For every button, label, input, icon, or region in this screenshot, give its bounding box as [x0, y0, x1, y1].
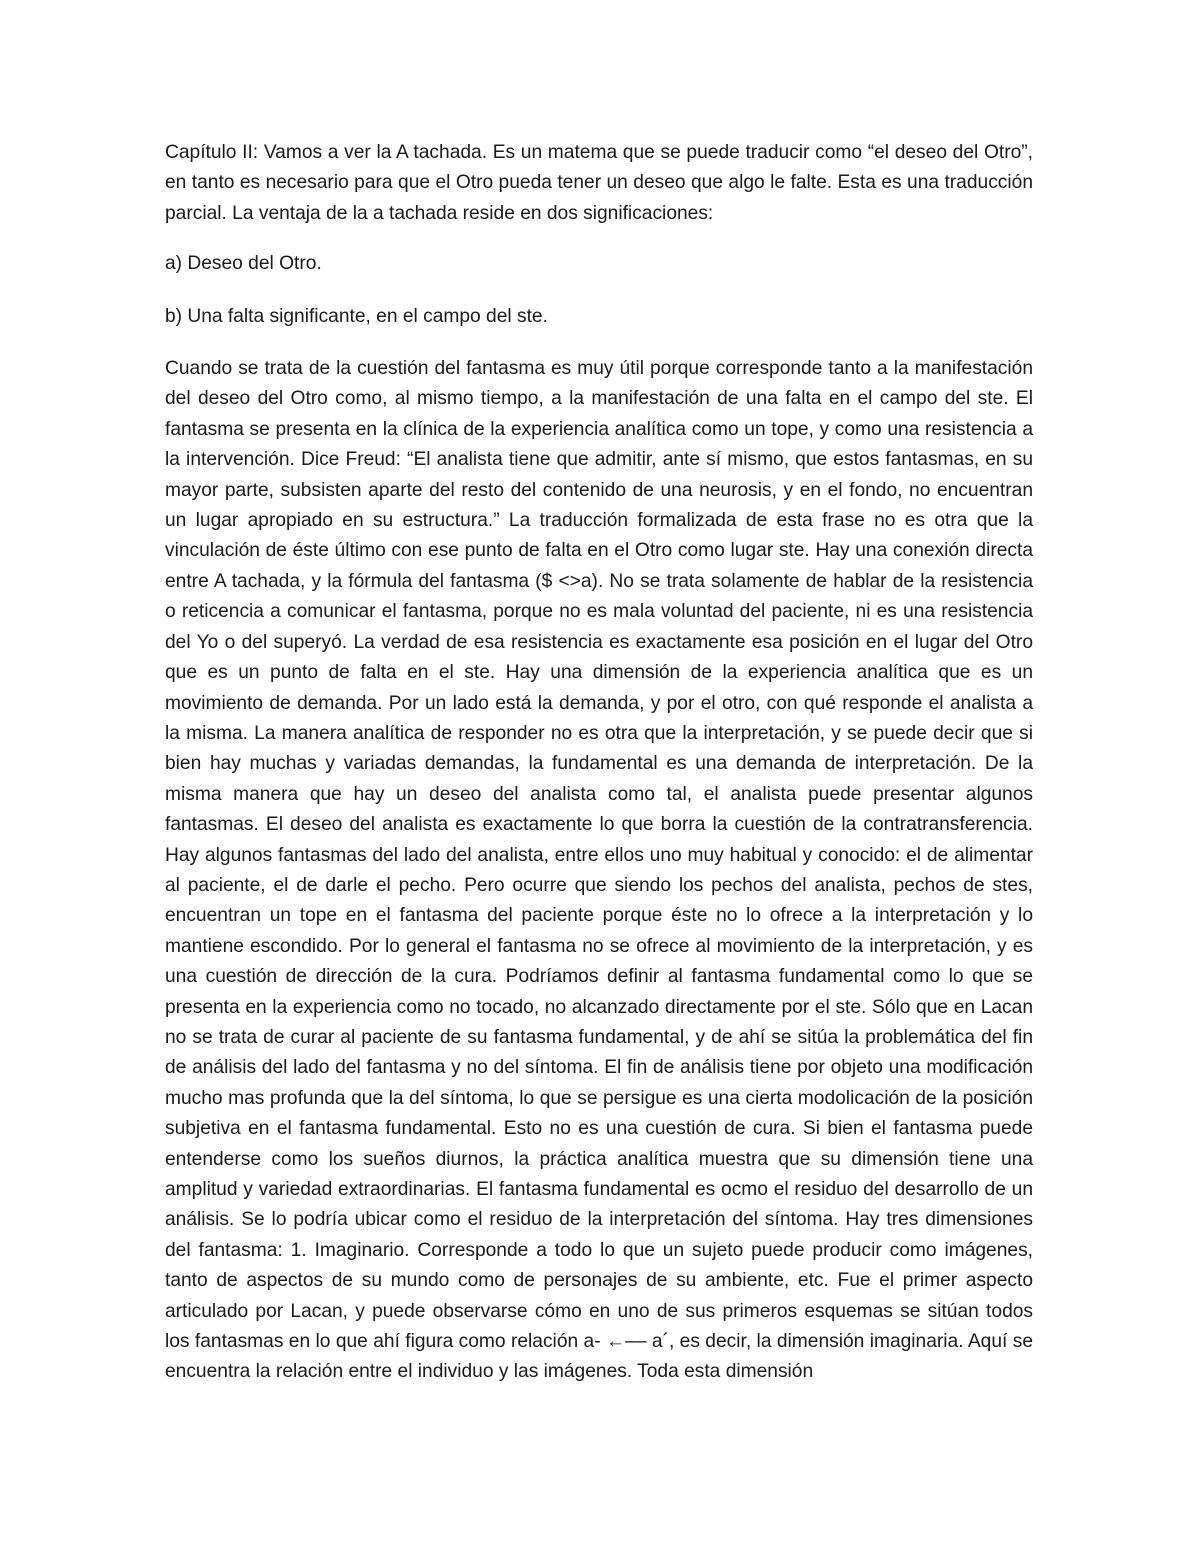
document-body — [165, 138, 1033, 1388]
paragraph-intro: Capítulo II: Vamos a ver la A tachada. Es un matema que se puede traducir como “el deseo del Otro”, en tanto es necesario para que el Otro pueda tener un deseo que algo le falte. Esta es una traducción parcial. La ventaja de la a tachada reside en dos significaciones: — [165, 142, 1033, 224]
paragraph-main: Cuando se trata de la cuestión del fantasma es muy útil porque corresponde tanto a la manifestación del deseo del Otro como, al mismo tiempo, a la manifestación de una falta en el campo del ste. El fantasma se presenta en la clínica de la experiencia analítica como un tope, y como una resistencia a la intervención. Dice Freud: “El analista tiene que admitir, ante sí mismo, que estos fantasmas, en su mayor parte, subsisten aparte del resto del contenido de una neurosis, y en el fondo, no encuentran un lugar apropiado en su estructura.” La traducción formalizada de esta frase no es otra que la vinculación de éste último con ese punto de falta en el Otro como lugar ste. Hay una conexión directa entre A tachada, y la fórmula del fantasma ($ <>a). No se trata solamente de hablar de la resistencia o reticencia a comunicar el fantasma, porque no es mala voluntad del paciente, ni es una resistencia del Yo o del superyó. La verdad de esa resistencia es exactamente esa posición en el lugar del Otro que es un punto de falta en el ste. Hay una dimensión de la experiencia analítica que es un movimiento de demanda. Por un lado está la demanda, y por el otro, con qué responde el analista a la misma. La manera analítica de responder no es otra que la interpretación, y se puede decir que si bien hay muchas y variadas demandas, la fundamental es una demanda de interpretación. De la misma manera que hay un deseo del analista como tal, el analista puede presentar algunos fantasmas. El deseo del analista es exactamente lo que borra la cuestión de la contratransferencia. Hay algunos fantasmas del lado del analista, entre ellos uno muy habitual y conocido: el de alimentar al paciente, el de darle el pecho. Pero ocurre que siendo los pechos del analista, pechos de stes, encuentran un tope en el fantasma del paciente porque éste no lo ofrece a la interpretación y lo mantiene escondido. Por lo general el fantasma no se ofrece al movimiento de la interpretación, y es una cuestión de dirección de la cura. Podríamos definir al fantasma fundamental como lo que se presenta en la experiencia como no tocado, no alcanzado directamente por el ste. Sólo que en Lacan no se trata de curar al paciente de su fantasma fundamental, y de ahí se sitúa la problemática del fin de análisis del lado del fantasma y no del síntoma. El fin de análisis tiene por objeto una modificación mucho mas profunda que la del síntoma, lo que se persigue es una cierta modolicación de la posición subjetiva en el fantasma fundamental. Esto no es una cuestión de cura. Si bien el fantasma puede entenderse como los sueños diurnos, la práctica analítica muestra que su dimensión tiene una amplitud y variedad extraordinarias. El fantasma fundamental es ocmo el residuo del desarrollo de un análisis. Se lo podría ubicar como el residuo de la interpretación del síntoma. Hay tres dimensiones del fantasma: 1. Imaginario. Corresponde a todo lo que un sujeto puede producir como imágenes, tanto de aspectos de su mundo como de personajes de su ambiente, etc. Fue el primer aspecto articulado por Lacan, y puede observarse cómo en uno de sus primeros esquemas se sitúan todos los fantasmas en lo que ahí figura como relación a- ←–– a´, es decir, la dimensión imaginaria. Aquí se encuentra la relación entre el individuo y las imágenes. Toda esta dimensión — [165, 358, 1033, 1383]
paragraph-item-b: b) Una falta significante, en el campo del ste. — [165, 305, 548, 327]
paragraph-item-a: a) Deseo del Otro. — [165, 253, 322, 275]
